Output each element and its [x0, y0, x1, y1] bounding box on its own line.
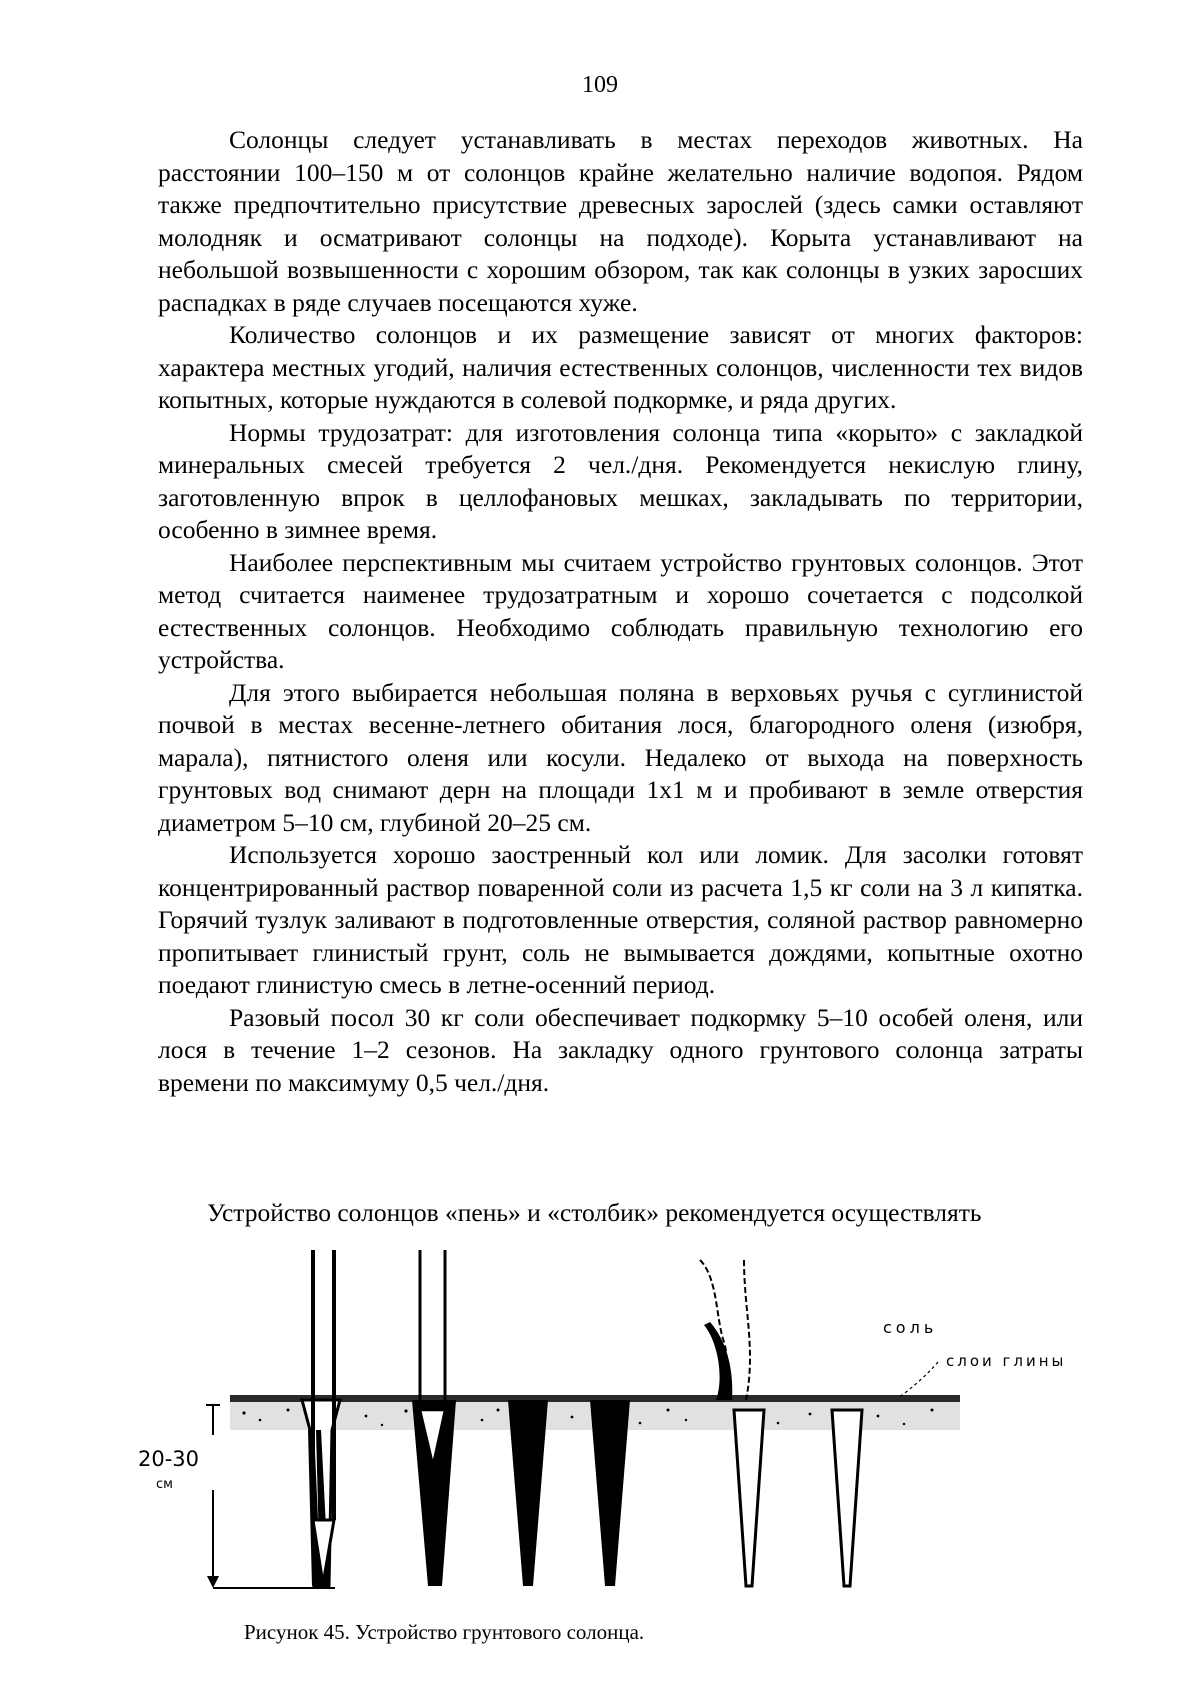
paragraph: Солонцы следует устанавливать в местах переходов животных. На расстоянии 100–150 м от солонцов крайне желательно наличие водопоя. Рядом также предпочтительно присутствие древесных зарослей (здесь самки оставляют молодняк и осматривают солонцы на подходе). Корыта устанавливают на небольшой возвышенности с хорошим обзором, так как солонцы в узких заросших распадках в ряде случаев посещаются хуже. — [158, 125, 1083, 317]
depth-value: 20-30 — [138, 1447, 200, 1471]
depth-unit: см — [156, 1477, 173, 1492]
clay-layer-hole — [832, 1410, 862, 1586]
body-text — [158, 124, 1083, 1099]
empty-hole — [590, 1400, 630, 1586]
stake-hole-2 — [412, 1250, 456, 1586]
figure-caption: Рисунок 45. Устройство грунтового солонца. — [244, 1620, 645, 1644]
figure-soil-salt-lick — [120, 1250, 1200, 1620]
paragraph: Наиболее перспективным мы считаем устройство грунтовых солонцов. Этот метод считается наименее трудозатратным и хорошо сочетается с подсолкой естественных солонцов. Необходимо соблюдать правильную технологию его устройства. — [158, 547, 1083, 674]
label-clay-layers: слои глины — [946, 1352, 1067, 1370]
figure-drawing — [120, 1250, 1200, 1620]
paragraph: Для этого выбирается небольшая поляна в верховьях ручья с суглинистой почвой в местах весенне-летнего обитания лося, благородного оленя (изюбря, марала), пятнистого оленя или косули. Недалеко от выхода на поверхность грунтовых вод снимают дерн на площади 1х1 м и пробивают в земле отверстия диаметром 5–10 см, глубиной 20–25 см. — [158, 677, 1083, 837]
paragraph: Разовый посол 30 кг соли обеспечивает подкормку 5–10 особей оленя, или лося в течение 1–2 сезонов. На закладку одного грунтового солонца затраты времени по максимуму 0,5 чел./дня. — [158, 1002, 1083, 1097]
empty-hole — [508, 1400, 548, 1586]
label-salt: соль — [883, 1318, 938, 1337]
paragraph: Используется хорошо заостренный кол или ломик. Для засолки готовят концентрированный раствор поваренной соли из расчета 1,5 кг соли на 3 л кипятка. Горячий тузлук заливают в подготовленные отверстия, соляной раствор равномерно пропитывает глинистый грунт, соль не вымывается дождями, копытные охотно поедают глинистую смесь в летне-осенний период. — [158, 840, 1083, 999]
lead-line: Устройство солонцов «пень» и «столбик» рекомендуется осуществлять — [207, 1198, 982, 1227]
paragraph: Количество солонцов и их размещение зависят от многих факторов: характера местных угодий, наличия естественных солонцов, численности тех видов копытных, которые нуждаются в солевой подкормке, и ряда других. — [158, 320, 1083, 414]
page-number: 109 — [582, 72, 618, 98]
stake-hole-1 — [302, 1250, 340, 1586]
paragraph: Нормы трудозатрат: для изготовления солонца типа «корыто» с закладкой минеральных смесей требуется 2 чел./дня. Рекомендуется некислую глину, заготовленную впрок в целлофановых мешках, закладывать по территории, особенно в зимнее время. — [158, 417, 1083, 544]
